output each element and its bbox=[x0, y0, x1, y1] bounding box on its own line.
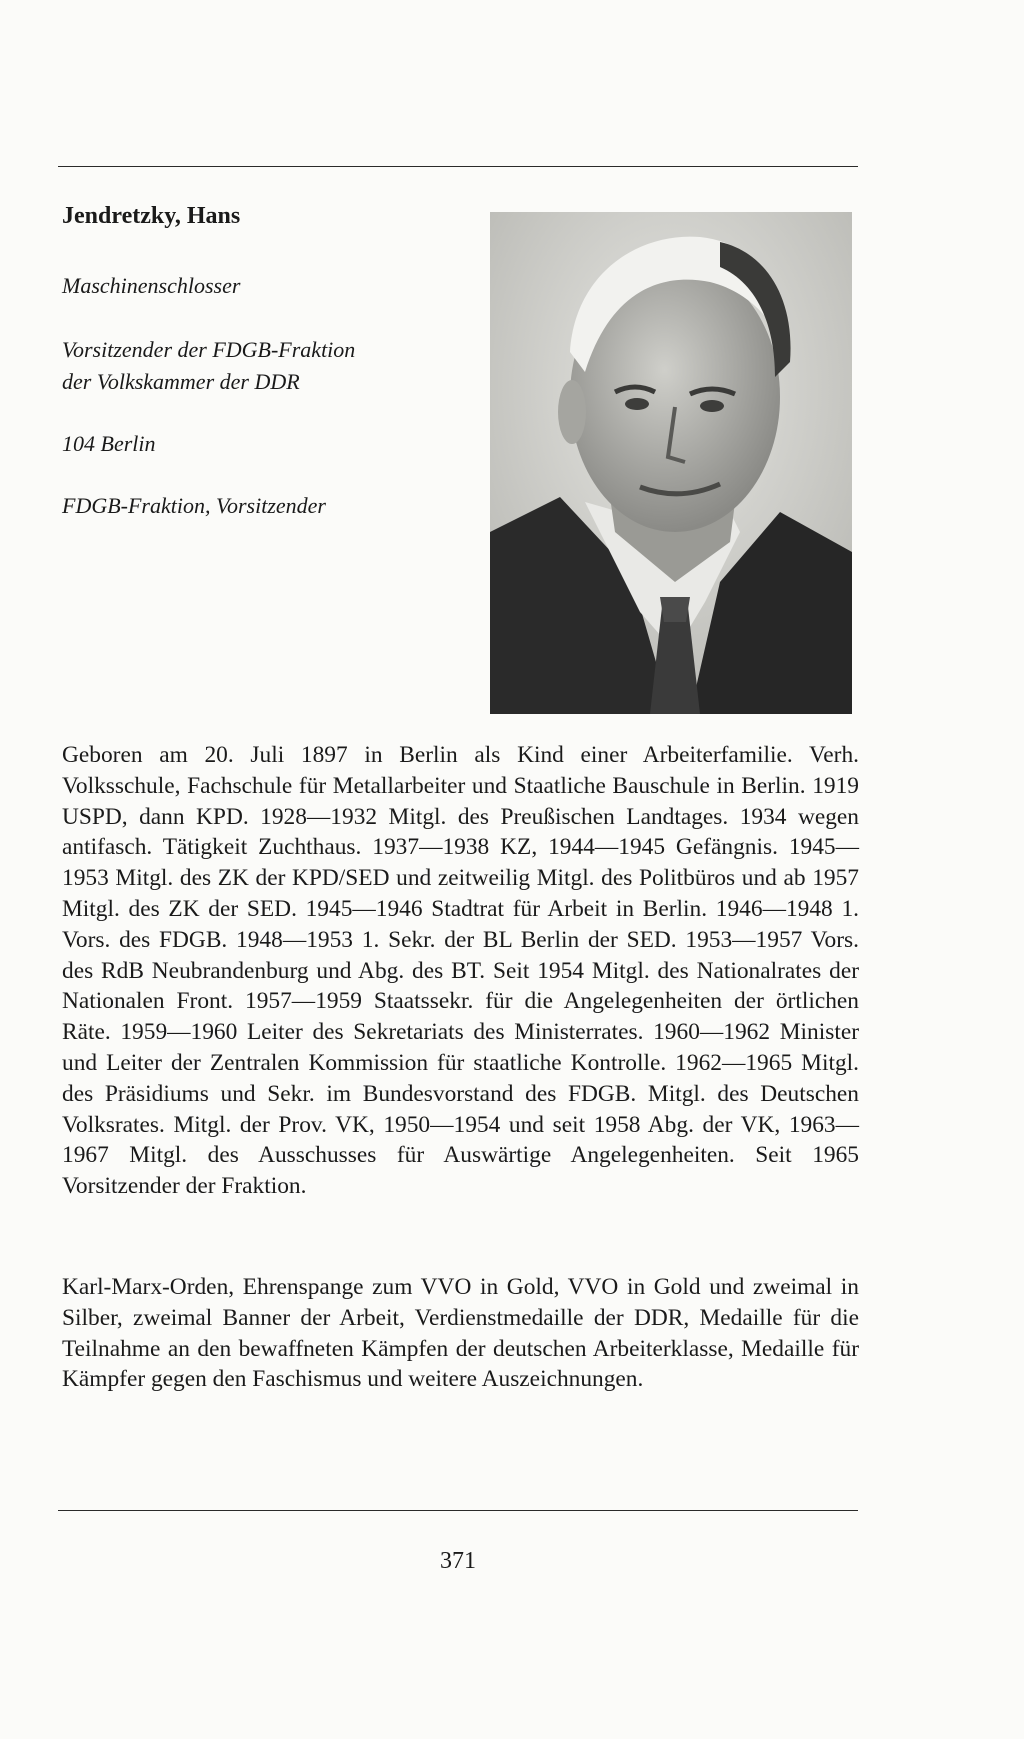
address: 104 Berlin bbox=[62, 431, 156, 456]
parliamentary-group: FDGB-Fraktion, Vorsitzender bbox=[62, 493, 326, 518]
position-line-1: Vorsitzender der FDGB-Fraktion bbox=[62, 337, 356, 362]
portrait-icon bbox=[490, 212, 852, 714]
awards-text: Karl-Marx-Orden, Ehrenspange zum VVO in Gold, VVO in Gold und zweimal in Silber, zweimal Banner der Arbeit, Verdienstmedaille der DDR, Medaille für die Teilnahme an den bewaffneten Kämpfen der deutschen Arbeiterklasse, Medaille für Kämpfer gegen den Faschismus und weitere Auszeichnungen. bbox=[62, 1274, 859, 1393]
biography-text: Geboren am 20. Juli 1897 in Berlin als Kind einer Arbeiterfamilie. Verh. Volksschule, Fachschule für Metallarbeiter und Staatliche Bauschule in Berlin. 1919 USPD, dann KPD. 1928—1932 Mitgl. des Preußischen Landtages. 1934 wegen antifasch. Tätigkeit Zuchthaus. 1937—1938 KZ, 1944—1945 Gefängnis. 1945—1953 Mitgl. des ZK der KPD/SED und zeitweilig Mitgl. des Politbüros und ab 1957 Mitgl. des ZK der SED. 1945—1946 Stadtrat für Arbeit in Berlin. 1946—1948 1. Vors. des FDGB. 1948—1953 1. Sekr. der BL Berlin der SED. 1953—1957 Vors. des RdB Neubrandenburg und Abg. des BT. Seit 1954 Mitgl. des Nationalrates der Nationalen Front. 1957—1959 Staatssekr. für die Angelegenheiten der örtlichen Räte. 1959—1960 Leiter des Sekretariats des Ministerrates. 1960—1962 Minister und Leiter der Zentralen Kommission für staatliche Kontrolle. 1962—1965 Mitgl. des Präsidiums und Sekr. im Bundesvorstand des FDGB. Mitgl. des Deutschen Volksrates. Mitgl. der Prov. VK, 1950—1954 und seit 1958 Abg. der VK, 1963—1967 Mitgl. des Ausschusses für Auswärtige Angelegenheiten. Seit 1965 Vorsitzender der Fraktion. bbox=[62, 742, 859, 1200]
position-line-2: der Volkskammer der DDR bbox=[62, 369, 300, 394]
page-number: 371 bbox=[440, 1548, 476, 1574]
position bbox=[62, 334, 462, 398]
bottom-divider bbox=[58, 1510, 858, 1511]
occupation: Maschinenschlosser bbox=[62, 273, 241, 298]
top-divider bbox=[58, 166, 858, 167]
person-name: Jendretzky, Hans bbox=[62, 203, 241, 229]
portrait-photo bbox=[490, 212, 852, 714]
